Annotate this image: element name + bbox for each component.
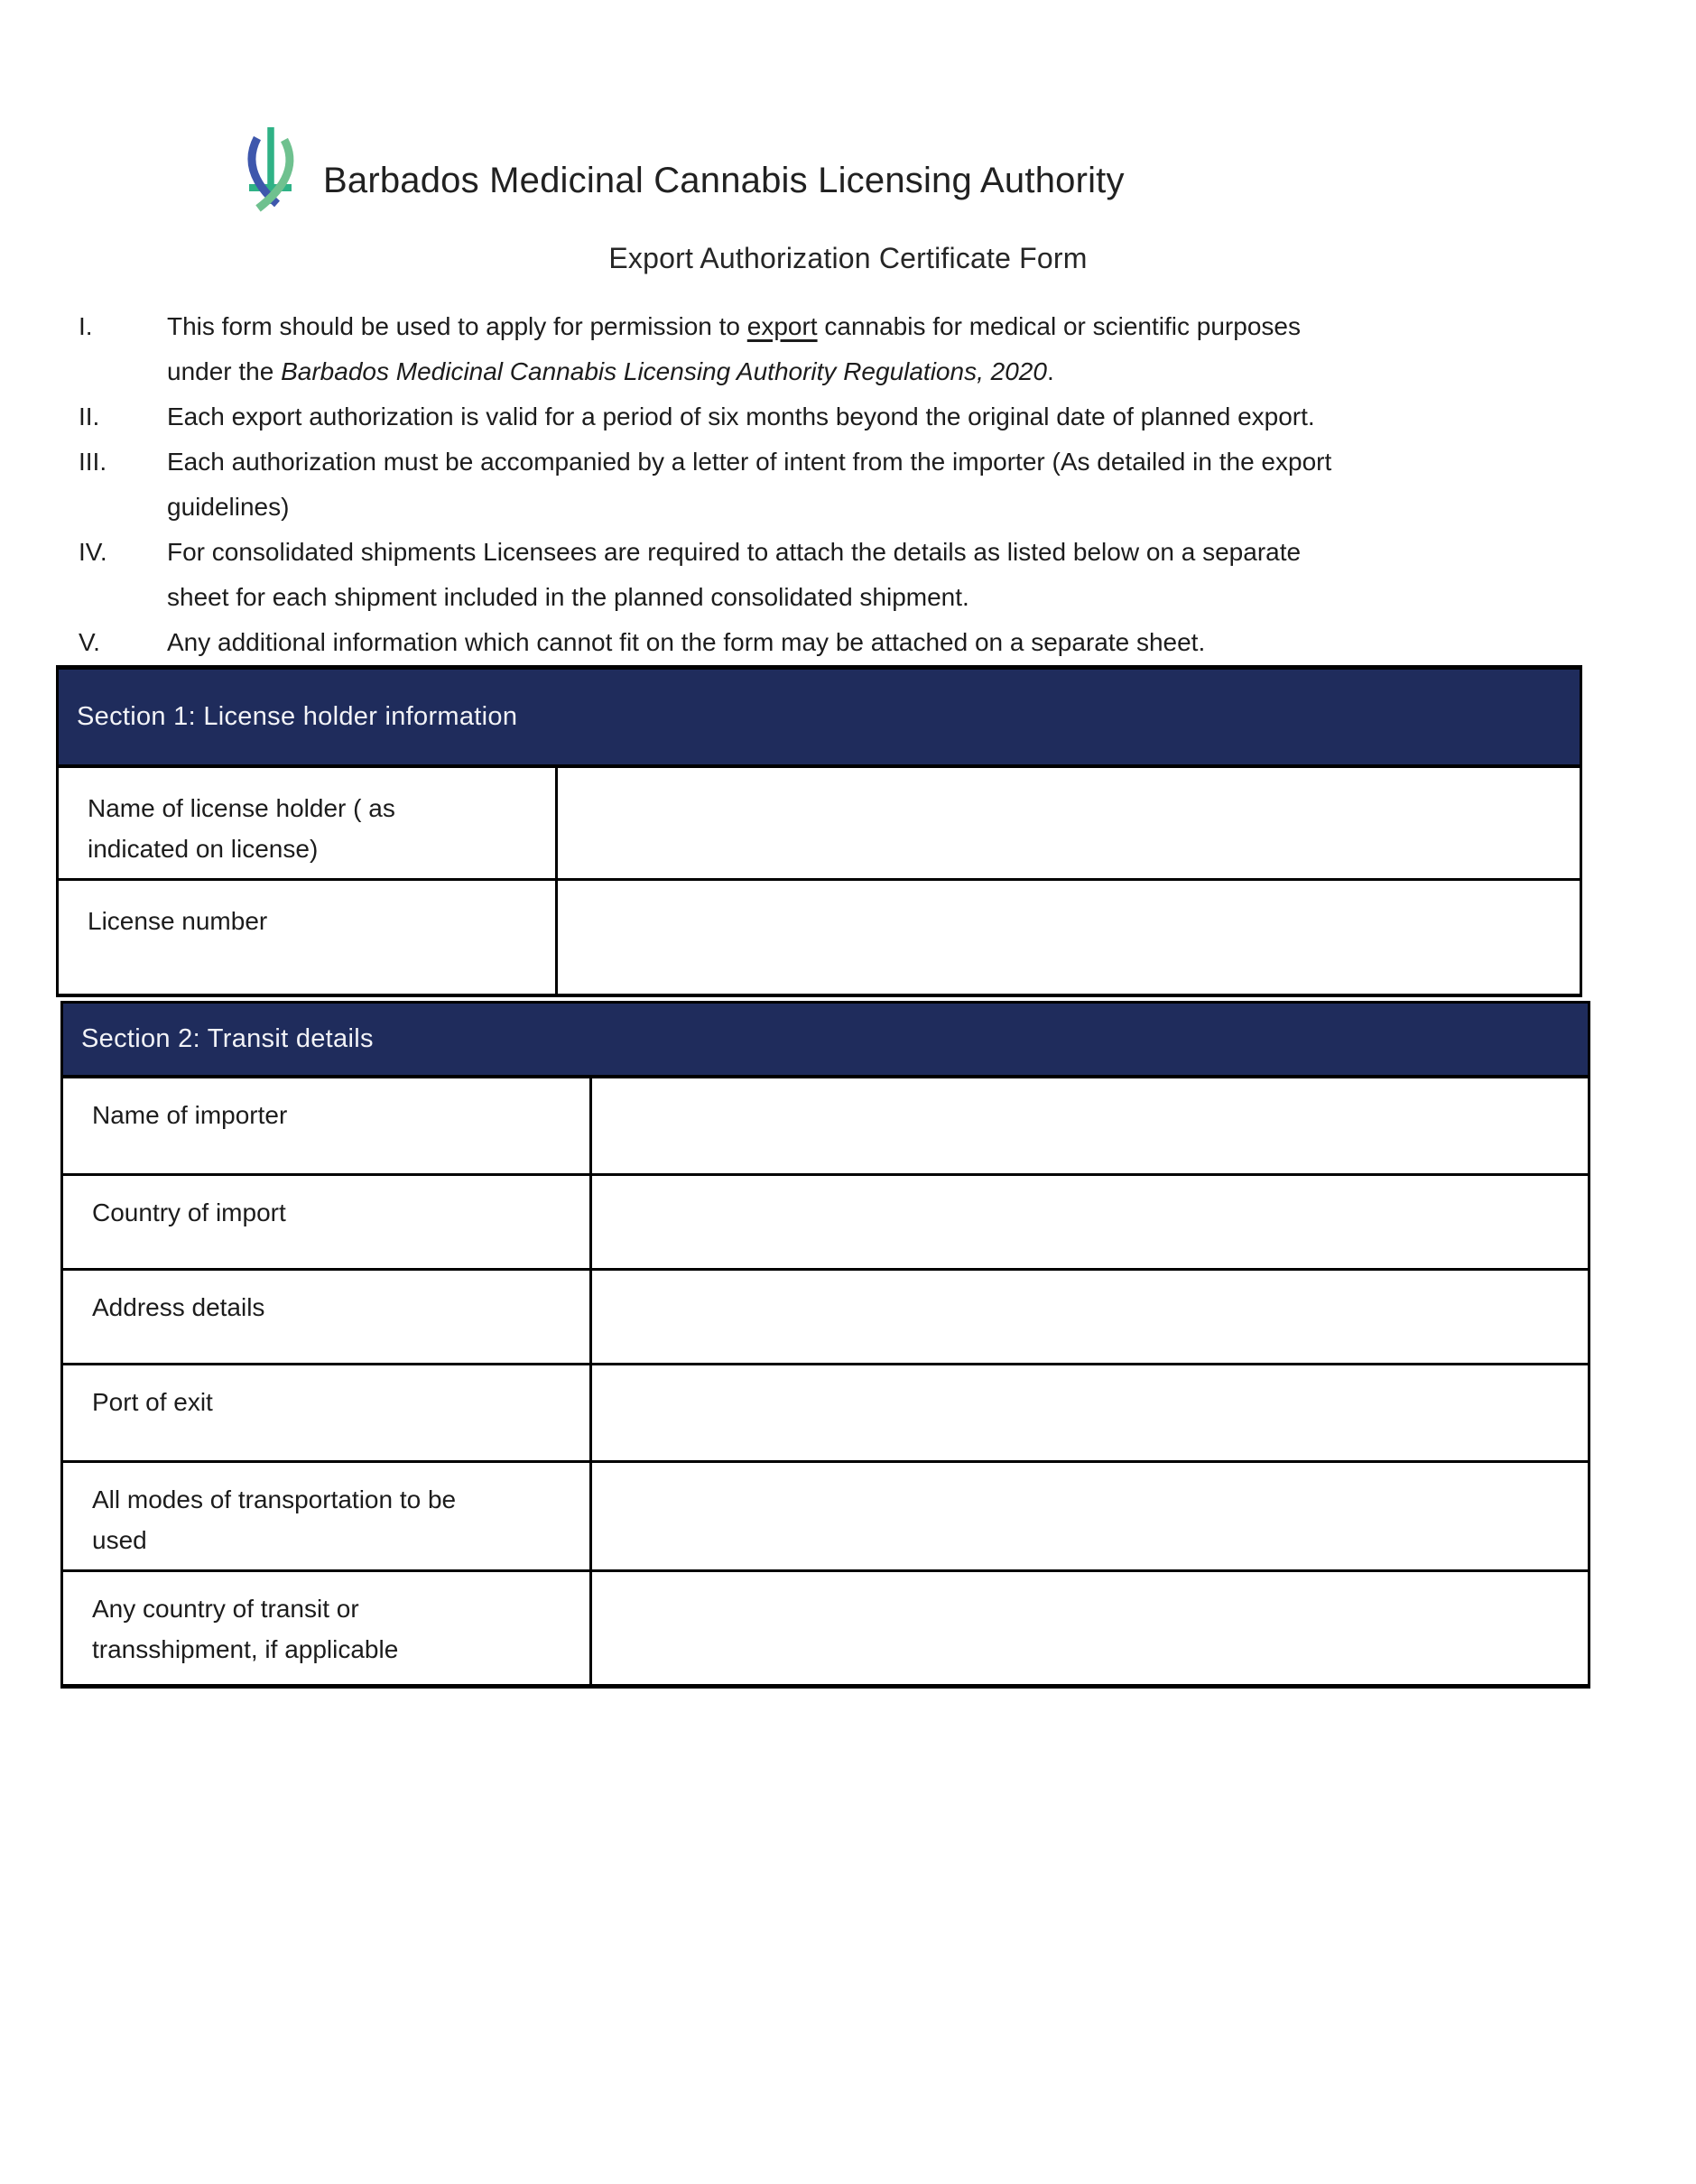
- table-row: [62, 1462, 1589, 1571]
- field-label-country-of-import: Country of import: [62, 1175, 591, 1270]
- table-row: [62, 1078, 1589, 1175]
- table-row: [62, 1365, 1589, 1462]
- field-label-port-of-exit: Port of exit: [62, 1365, 591, 1462]
- field-value-name-of-license-holder[interactable]: [557, 768, 1581, 880]
- instruction-numeral: V.: [79, 628, 100, 656]
- plant-logo-icon: [236, 125, 303, 213]
- section-1-table: [56, 768, 1582, 997]
- instruction-item-1: [0, 304, 1696, 394]
- field-value-license-number[interactable]: [557, 880, 1581, 995]
- instruction-item-5: [0, 620, 1696, 665]
- field-value-country-of-import[interactable]: [591, 1175, 1589, 1270]
- instruction-numeral: III.: [79, 448, 107, 476]
- instruction-numeral: II.: [79, 403, 100, 430]
- instruction-text: This form should be used to apply for permission to export cannabis for medical or scientific purposes: [167, 312, 1301, 340]
- instruction-item-3: [0, 440, 1696, 530]
- section-2-title: Section 2: Transit details: [81, 1023, 374, 1053]
- instruction-numeral: IV.: [79, 538, 107, 566]
- regulation-title: Barbados Medicinal Cannabis Licensing Authority Regulations, 2020: [281, 357, 1047, 385]
- form-title: Export Authorization Certificate Form: [608, 242, 1088, 274]
- instruction-text: For consolidated shipments Licensees are required to attach the details as listed below on a separate: [167, 538, 1302, 566]
- table-row: [62, 1270, 1589, 1365]
- section-1-license-holder: [56, 665, 1582, 997]
- instruction-text: Each export authorization is valid for a period of six months beyond the original date of planned export.: [167, 403, 1315, 430]
- instruction-numeral: I.: [79, 312, 93, 340]
- field-label-country-of-transit: Any country of transit or transshipment, if applicable: [62, 1571, 591, 1687]
- field-value-name-of-importer[interactable]: [591, 1078, 1589, 1175]
- field-value-modes-of-transportation[interactable]: [591, 1462, 1589, 1571]
- field-label-address-details: Address details: [62, 1270, 591, 1365]
- instruction-text: guidelines): [167, 493, 290, 521]
- field-value-port-of-exit[interactable]: [591, 1365, 1589, 1462]
- field-label-name-of-license-holder: Name of license holder ( as indicated on license): [58, 768, 557, 880]
- section-1-title: Section 1: License holder information: [77, 702, 518, 731]
- table-row: [58, 768, 1581, 880]
- field-value-country-of-transit[interactable]: [591, 1571, 1589, 1687]
- section-2-header: [60, 1001, 1590, 1078]
- field-label-modes-of-transportation: All modes of transportation to be used: [62, 1462, 591, 1571]
- instruction-text: Any additional information which cannot fit on the form may be attached on a separate sheet.: [167, 628, 1206, 656]
- instruction-text: Each authorization must be accompanied by a letter of intent from the importer (As detailed in the export: [167, 448, 1332, 476]
- section-1-header: [56, 665, 1582, 768]
- section-2-table: [60, 1078, 1590, 1689]
- instruction-item-2: [0, 394, 1696, 440]
- field-label-name-of-importer: Name of importer: [62, 1078, 591, 1175]
- instruction-item-4: [0, 530, 1696, 620]
- field-value-address-details[interactable]: [591, 1270, 1589, 1365]
- instruction-text: sheet for each shipment included in the planned consolidated shipment.: [167, 583, 969, 611]
- field-label-license-number: License number: [58, 880, 557, 995]
- table-row: [62, 1175, 1589, 1270]
- instruction-text: under the Barbados Medicinal Cannabis Licensing Authority Regulations, 2020.: [167, 357, 1054, 385]
- underlined-word: export: [746, 312, 818, 340]
- instructions-list: [0, 304, 1696, 665]
- table-row: [62, 1571, 1589, 1687]
- masthead: [236, 125, 1696, 213]
- org-name-title: Barbados Medicinal Cannabis Licensing Authority: [323, 161, 1125, 200]
- section-2-transit-details: [60, 1001, 1590, 1689]
- table-row: [58, 880, 1581, 995]
